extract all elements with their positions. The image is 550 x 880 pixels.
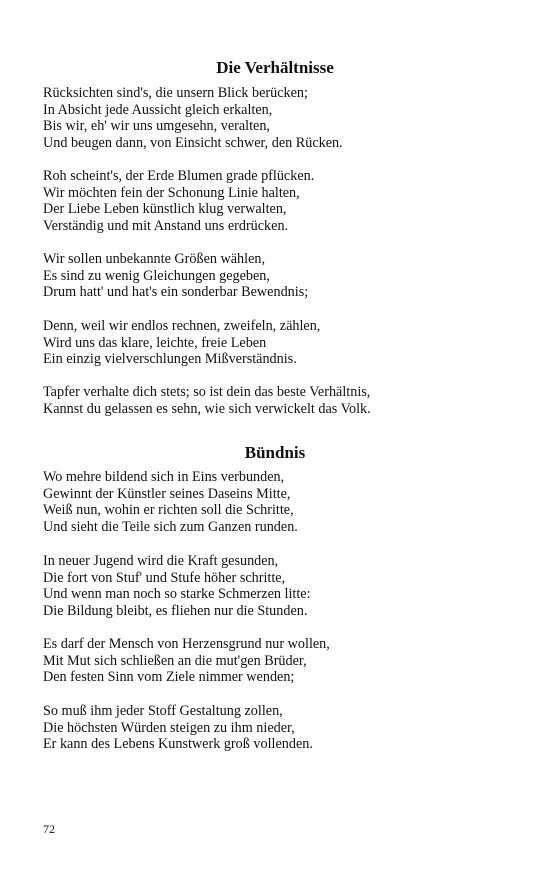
verse-line: Wir sollen unbekannte Größen wählen, <box>43 251 266 267</box>
verse-line: Denn, weil wir endlos rechnen, zweifeln, zählen, <box>43 318 321 334</box>
verse-line: Und sieht die Teile sich zum Ganzen runden. <box>43 518 298 535</box>
stanza <box>43 168 523 234</box>
verse-line: So muß ihm jeder Stoff Gestaltung zollen, <box>43 703 283 719</box>
verse-line: Es sind zu wenig Gleichungen gegeben, <box>43 267 270 284</box>
verse-line: Weiß nun, wohin er richten soll die Schritte, <box>43 502 294 519</box>
stanza <box>43 85 523 151</box>
verse-line: Die fort von Stuf' und Stufe höher schritte, <box>43 569 286 586</box>
page-number: 72 <box>43 822 55 836</box>
verse-line: Verständig und mit Anstand uns erdrücken. <box>43 217 289 234</box>
verse-line: Mit Mut sich schließen an die mut'gen Brüder, <box>43 652 307 669</box>
verse-line: Wir möchten fein der Schonung Linie halten, <box>43 184 300 201</box>
verse-line: Die Bildung bleibt, es fliehen nur die Stunden. <box>43 602 308 619</box>
verse-line: Den festen Sinn vom Ziele nimmer wenden; <box>43 669 295 686</box>
poem-title: Die Verhältnisse <box>216 58 334 77</box>
stanza <box>43 318 523 368</box>
verse-line: Es darf der Mensch von Herzensgrund nur wollen, <box>43 636 330 652</box>
verse-line: Tapfer verhalte dich stets; so ist dein das beste Verhältnis, <box>43 384 371 400</box>
verse-line: Die höchsten Würden steigen zu ihm nieder, <box>43 719 295 736</box>
verse-line: Er kann des Lebens Kunstwerk groß vollenden. <box>43 736 313 753</box>
verse-line: Kannst du gelassen es sehn, wie sich verwickelt das Volk. <box>43 400 371 417</box>
stanza <box>43 703 523 753</box>
verse-line: Bis wir, eh' wir uns umgesehn, veralten, <box>43 118 270 135</box>
verse-line: Roh scheint's, der Erde Blumen grade pflücken. <box>43 168 315 184</box>
stanza <box>43 469 523 535</box>
verse-line: Gewinnt der Künstler seines Daseins Mitte, <box>43 485 291 502</box>
poem-title: Bündnis <box>244 443 306 462</box>
stanza <box>43 384 523 417</box>
verse-line: Und wenn man noch so starke Schmerzen litte: <box>43 586 311 603</box>
verse-line: Ein einzig vielverschlungen Mißverständnis. <box>43 351 297 368</box>
stanza <box>43 553 523 619</box>
verse-line: In neuer Jugend wird die Kraft gesunden, <box>43 553 279 569</box>
verse-line: Wird uns das klare, leichte, freie Leben <box>43 334 267 351</box>
verse-line: Rücksichten sind's, die unsern Blick berücken; <box>43 85 308 101</box>
verse-line: In Absicht jede Aussicht gleich erkalten, <box>43 101 273 118</box>
stanza <box>43 636 523 686</box>
stanza <box>43 251 523 301</box>
verse-line: Wo mehre bildend sich in Eins verbunden, <box>43 469 285 485</box>
verse-line: Drum hatt' und hat's ein sonderbar Bewendnis; <box>43 284 309 301</box>
verse-line: Und beugen dann, von Einsicht schwer, den Rücken. <box>43 134 343 151</box>
verse-line: Der Liebe Leben künstlich klug verwalten, <box>43 201 287 218</box>
